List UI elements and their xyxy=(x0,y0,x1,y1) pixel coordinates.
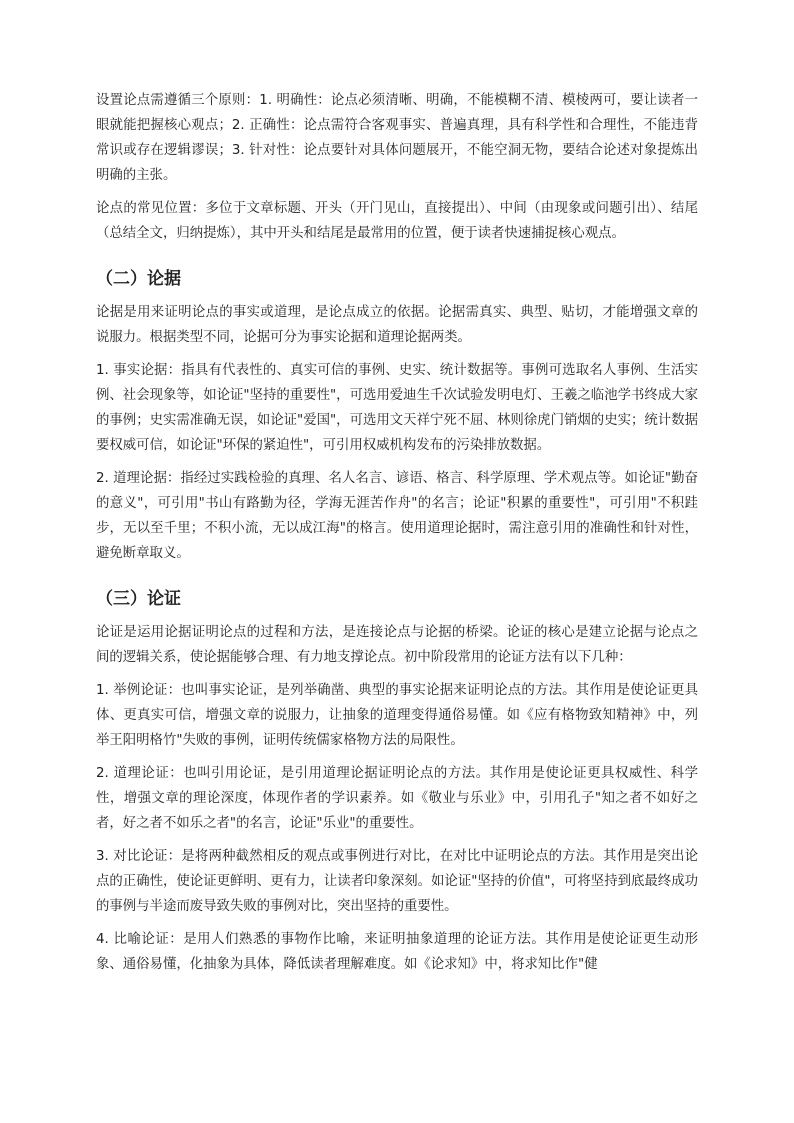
paragraph-argument-position: 论点的常见位置：多位于文章标题、开头（开门见山，直接提出）、中间（由现象或问题引出）、结尾（总结全文，归纳提炼），其中开头和结尾是最常用的位置，便于读者快速捕捉核心观点。 xyxy=(96,201,698,241)
paragraph-factual-evidence: 1. 事实论据：指具有代表性的、真实可信的事例、史实、统计数据等。事例可选取名人事例、生活实例、社会现象等，如论证"坚持的重要性"，可选用爱迪生千次试验发明电灯、王羲之临池学书终成大家的事例；史实需准确无误，如论证"爱国"，可选用文天祥宁死不屈、林则徐虎门销烟的史实；统计数据要权威可信，如论证"环保的紧迫性"，可引用权威机构发布的污染排放数据。 xyxy=(96,363,698,453)
paragraph-metaphor-argument: 4. 比喻论证：是用人们熟悉的事物作比喻，来证明抽象道理的论证方法。其作用是使论证更生动形象、通俗易懂，化抽象为具体，降低读者理解难度。如《论求知》中，将求知比作"健 xyxy=(96,932,698,972)
paragraph-evidence-definition: 论据是用来证明论点的事实或道理，是论点成立的依据。论据需真实、典型、贴切，才能增强文章的说服力。根据类型不同，论据可分为事实论据和道理论据两类。 xyxy=(96,305,698,345)
paragraph-example-argument: 1. 举例论证：也叫事实论证，是列举确凿、典型的事实论据来证明论点的方法。其作用是使论证更具体、更真实可信，增强文章的说服力，让抽象的道理变得通俗易懂。如《应有格物致知精神》中，列举王阳明格竹"失败的事例，证明传统儒家格物方法的局限性。 xyxy=(96,683,698,748)
section-heading-argumentation: （三）论证 xyxy=(96,589,181,609)
paragraph-quotation-argument: 2. 道理论证：也叫引用论证，是引用道理论据证明论点的方法。其作用是使论证更具权威性、科学性，增强文章的理论深度，体现作者的学识素养。如《敬业与乐业》中，引用孔子"知之者不如好之者，好之者不如乐之者"的名言，论证"乐业"的重要性。 xyxy=(96,766,698,831)
paragraph-argumentation-definition: 论证是运用论据证明论点的过程和方法，是连接论点与论据的桥梁。论证的核心是建立论据与论点之间的逻辑关系，使论据能够合理、有力地支撑论点。初中阶段常用的论证方法有以下几种： xyxy=(96,625,698,665)
paragraph-contrast-argument: 3. 对比论证：是将两种截然相反的观点或事例进行对比，在对比中证明论点的方法。其作用是突出论点的正确性，使论证更鲜明、更有力，让读者印象深刻。如论证"坚持的价值"，可将坚持到底最终成功的事例与半途而废导致失败的事例对比，突出坚持的重要性。 xyxy=(96,849,698,914)
section-heading-evidence: （二）论据 xyxy=(96,269,181,289)
paragraph-principles: 设置论点需遵循三个原则：1. 明确性：论点必须清晰、明确，不能模糊不清、模棱两可，要让读者一眼就能把握核心观点；2. 正确性：论点需符合客观事实、普遍真理，具有科学性和合理性，不能违背常识或存在逻辑谬误；3. 针对性：论点要针对具体问题展开，不能空洞无物，要结合论述对象提炼出明确的主张。 xyxy=(96,93,698,183)
paragraph-reasoning-evidence: 2. 道理论据：指经过实践检验的真理、名人名言、谚语、格言、科学原理、学术观点等。如论证"勤奋的意义"，可引用"书山有路勤为径，学海无涯苦作舟"的名言；论证"积累的重要性"，可引用"不积跬步，无以至千里；不积小流，无以成江海"的格言。使用道理论据时，需注意引用的准确性和针对性，避免断章取义。 xyxy=(96,471,698,561)
